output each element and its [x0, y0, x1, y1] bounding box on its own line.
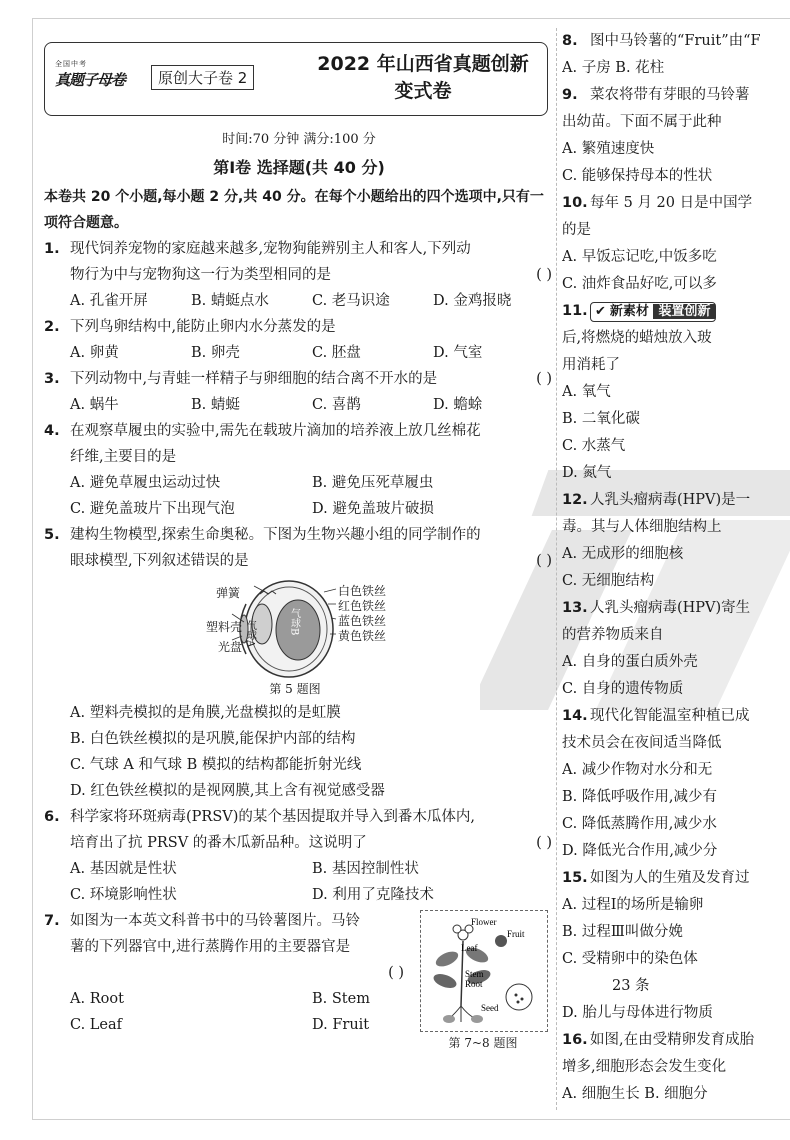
question-number: 1. — [44, 241, 60, 257]
figure-7-8-caption: 第 7~8 题图 — [448, 1036, 518, 1050]
option-b: B. Stem — [312, 991, 370, 1007]
option-a: A. 自身的蛋白质外壳 — [562, 654, 698, 670]
option-c: C. 气球 A 和气球 B 模拟的结构都能折射光线 — [70, 757, 362, 773]
question-text: 出幼苗。下面不属于此种 — [562, 114, 722, 130]
option-c: C. 无细胞结构 — [562, 573, 655, 589]
question-number: 13. — [562, 600, 588, 616]
question-number: 4. — [44, 423, 60, 439]
section-intro: 本卷共 20 个小题,每小题 2 分,共 40 分。在每个小题给出的四个选项中,只有一项符合题意。 — [44, 189, 544, 231]
question-3 — [44, 366, 554, 392]
question-text: 的营养物质来自 — [562, 627, 664, 643]
question-5 — [44, 522, 554, 574]
badge-text: 装置创新 — [653, 304, 715, 319]
option-d: D. Fruit — [312, 1017, 370, 1033]
options — [44, 856, 554, 908]
question-number: 7. — [44, 913, 60, 929]
question-text: 每年 5 月 20 日是中国学 — [590, 195, 753, 211]
option-a: A. 过程Ⅰ的场所是输卵 — [562, 897, 704, 913]
question-text: 用消耗了 — [562, 357, 620, 373]
question-11 — [562, 298, 790, 325]
question-number: 5. — [44, 527, 60, 543]
options — [44, 340, 554, 366]
options — [44, 392, 554, 418]
eye-model-figure — [44, 574, 554, 700]
question-number: 11. — [562, 303, 588, 319]
balloon-a-label: 气球A — [244, 620, 256, 648]
label-flower: Flower — [471, 917, 497, 927]
question-text: 人乳头瘤病毒(HPV)是一 — [590, 492, 751, 508]
question-text: 科学家将环斑病毒(PRSV)的某个基因提取并导入到番木瓜体内, — [70, 809, 475, 825]
question-text: 在观察草履虫的实验中,需先在载玻片滴加的培养液上放几丝棉花 — [70, 423, 481, 439]
label-blue-wire: 蓝色铁丝 — [338, 614, 387, 628]
question-8 — [562, 28, 790, 55]
question-text: 如图为一本英文科普书中的马铃薯图片。马铃 — [70, 913, 360, 929]
option-c: C. 避免盖玻片下出现气泡 — [70, 501, 235, 517]
label-leaf: Leaf — [461, 943, 478, 953]
options: A. 子房 B. 花柱 — [562, 60, 665, 76]
exam-header — [44, 42, 548, 116]
brand-small: 全国中考 — [55, 60, 87, 68]
option-b: B. 卵壳 — [191, 345, 240, 361]
option-c: C. 自身的遗传物质 — [562, 681, 684, 697]
question-7 — [44, 908, 404, 986]
option-b: B. 避免压死草履虫 — [312, 475, 434, 491]
question-number: 15. — [562, 870, 588, 886]
answer-blank: ( ) — [536, 835, 552, 851]
brand-name: 真题子母卷 — [55, 71, 126, 89]
option-a: A. Root — [70, 991, 124, 1007]
question-7-block — [44, 908, 554, 1048]
label-red-wire: 红色铁丝 — [338, 599, 387, 613]
option-a: A. 塑料壳模拟的是角膜,光盘模拟的是虹膜 — [70, 705, 341, 721]
question-6 — [44, 804, 554, 856]
right-column — [562, 28, 790, 1108]
label-white-wire: 白色铁丝 — [338, 584, 387, 598]
option-a: A. 卵黄 — [70, 345, 119, 361]
option-b: B. 二氧化碳 — [562, 411, 640, 427]
question-number: 10. — [562, 195, 588, 211]
option-c: C. Leaf — [70, 1017, 123, 1033]
answer-blank: ( ) — [536, 267, 552, 283]
question-number: 6. — [44, 809, 60, 825]
exam-title-line2: 变式卷 — [394, 80, 452, 102]
brand-logo — [55, 59, 135, 90]
question-number: 3. — [44, 371, 60, 387]
question-13 — [562, 595, 790, 622]
answer-blank: ( ) — [536, 553, 552, 569]
option-d: D. 红色铁丝模拟的是视网膜,其上含有视觉感受器 — [70, 783, 385, 799]
option-d: D. 降低光合作用,减少分 — [562, 843, 718, 859]
question-text: 菜农将带有芽眼的马铃薯 — [590, 87, 750, 103]
column-divider — [556, 28, 558, 1110]
question-text: 建构生物模型,探索生命奥秘。下图为生物兴趣小组的同学制作的 — [70, 527, 481, 543]
label-seed: Seed — [481, 1003, 499, 1013]
exam-meta: 时间:70 分钟 满分:100 分 — [222, 132, 376, 147]
option-d: D. 氮气 — [562, 465, 612, 481]
question-text: 的是 — [562, 222, 591, 238]
figure-5-caption: 第 5 题图 — [269, 682, 321, 696]
question-text: 现代饲养宠物的家庭越来越多,宠物狗能辨别主人和客人,下列动 — [70, 241, 471, 257]
option-c: C. 老马识途 — [312, 293, 390, 309]
option-a: A. 无成形的细胞核 — [562, 546, 684, 562]
label-yellow-wire: 黄色铁丝 — [338, 629, 387, 643]
question-text: 毒。其与人体细胞结构上 — [562, 519, 722, 535]
potato-figure — [420, 910, 548, 1032]
badge-text: 新素材 — [609, 304, 649, 319]
question-9 — [562, 82, 790, 109]
left-column — [44, 42, 554, 1048]
question-text: 如图为人的生殖及发育过 — [590, 870, 750, 886]
question-text: 技术员会在夜间适当降低 — [562, 735, 722, 751]
option-a: A. 避免草履虫运动过快 — [70, 475, 221, 491]
options — [44, 986, 410, 1038]
question-text: 培育出了抗 PRSV 的番木瓜新品种。这说明了 — [70, 835, 367, 851]
label-plastic-shell: 塑料壳 — [206, 620, 243, 634]
question-1 — [44, 236, 554, 288]
option-a: A. 早饭忘记吃,中饭多吃 — [562, 249, 717, 265]
question-15 — [562, 865, 790, 892]
paper-tag: 原创大子卷 2 — [151, 65, 254, 90]
option-b: B. 降低呼吸作用,减少有 — [562, 789, 717, 805]
label-stem: Stem — [465, 969, 484, 979]
exam-title — [303, 51, 543, 105]
options — [44, 288, 554, 314]
question-14 — [562, 703, 790, 730]
options — [44, 470, 554, 522]
question-number: 12. — [562, 492, 588, 508]
question-text: 下列动物中,与青蛙一样精子与卵细胞的结合离不开水的是 — [70, 371, 438, 387]
question-12 — [562, 487, 790, 514]
check-icon: ✔ — [595, 304, 606, 319]
option-b: B. 白色铁丝模拟的是巩膜,能保护内部的结构 — [70, 731, 356, 747]
potato-plant-diagram — [421, 911, 547, 1031]
question-4 — [44, 418, 554, 470]
option-c: C. 胚盘 — [312, 345, 361, 361]
question-number: 2. — [44, 319, 60, 335]
question-text: 如图,在由受精卵发育成胎 — [590, 1032, 755, 1048]
option-c: C. 环境影响性状 — [70, 887, 177, 903]
option-c: C. 喜鹊 — [312, 397, 361, 413]
new-material-badge — [590, 302, 716, 322]
option-a: A. 细胞生长 B. 细胞分 — [562, 1086, 708, 1102]
option-c: C. 受精卵中的染色体 — [562, 951, 698, 967]
question-text: 增多,细胞形态会发生变化 — [562, 1059, 727, 1075]
option-d: D. 利用了克隆技术 — [312, 887, 434, 903]
option-b: B. 基因控制性状 — [312, 861, 419, 877]
option-a: A. 氧气 — [562, 384, 611, 400]
question-number: 9. — [562, 87, 578, 103]
question-number: 16. — [562, 1032, 588, 1048]
question-number: 14. — [562, 708, 588, 724]
answer-blank: ( ) — [388, 965, 404, 981]
option-c: C. 水蒸气 — [562, 438, 626, 454]
question-text: 现代化智能温室种植已成 — [590, 708, 750, 724]
question-16 — [562, 1027, 790, 1054]
balloon-b-label: 气球B — [288, 608, 300, 636]
question-text: 人乳头瘤病毒(HPV)寄生 — [590, 600, 751, 616]
option-d: D. 避免盖玻片破损 — [312, 501, 434, 517]
label-root: Root — [465, 979, 483, 989]
option-c: C. 油炸食品好吃,可以多 — [562, 276, 717, 292]
exam-title-line1: 2022 年山西省真题创新 — [317, 53, 529, 75]
answer-blank: ( ) — [536, 371, 552, 387]
option-d: D. 蟾蜍 — [433, 397, 483, 413]
option-b: B. 蜻蜓点水 — [191, 293, 269, 309]
question-text: 后,将燃烧的蜡烛放入玻 — [562, 330, 712, 346]
option-a: A. 繁殖速度快 — [562, 141, 655, 157]
question-2 — [44, 314, 554, 340]
option-b: B. 蜻蜓 — [191, 397, 240, 413]
option-c-continued: 23 条 — [612, 978, 650, 994]
option-c: C. 降低蒸腾作用,减少水 — [562, 816, 717, 832]
question-number: 8. — [562, 33, 578, 49]
question-text: 眼球模型,下列叙述错误的是 — [70, 553, 249, 569]
question-text: 物行为中与宠物狗这一行为类型相同的是 — [70, 267, 331, 283]
label-fruit: Fruit — [507, 929, 525, 939]
option-a: A. 基因就是性状 — [70, 861, 177, 877]
question-text: 纤维,主要目的是 — [70, 449, 177, 465]
question-text: 下列鸟卵结构中,能防止卵内水分蒸发的是 — [70, 319, 336, 335]
option-a: A. 孔雀开屏 — [70, 293, 148, 309]
option-d: D. 气室 — [433, 345, 483, 361]
label-spring: 弹簧 — [216, 586, 241, 600]
option-d: D. 金鸡报晓 — [433, 293, 512, 309]
option-a: A. 减少作物对水分和无 — [562, 762, 713, 778]
option-a: A. 蜗牛 — [70, 397, 119, 413]
question-10 — [562, 190, 790, 217]
question-text: 薯的下列器官中,进行蒸腾作用的主要器官是 — [70, 939, 351, 955]
option-b: B. 过程Ⅲ叫做分娩 — [562, 924, 683, 940]
question-text: 图中马铃薯的“Fruit”由“F — [590, 33, 761, 49]
option-c: C. 能够保持母本的性状 — [562, 168, 713, 184]
section-title: 第Ⅰ卷 选择题(共 40 分) — [213, 158, 385, 177]
label-disc: 光盘 — [218, 640, 243, 654]
option-d: D. 胎儿与母体进行物质 — [562, 1005, 713, 1021]
